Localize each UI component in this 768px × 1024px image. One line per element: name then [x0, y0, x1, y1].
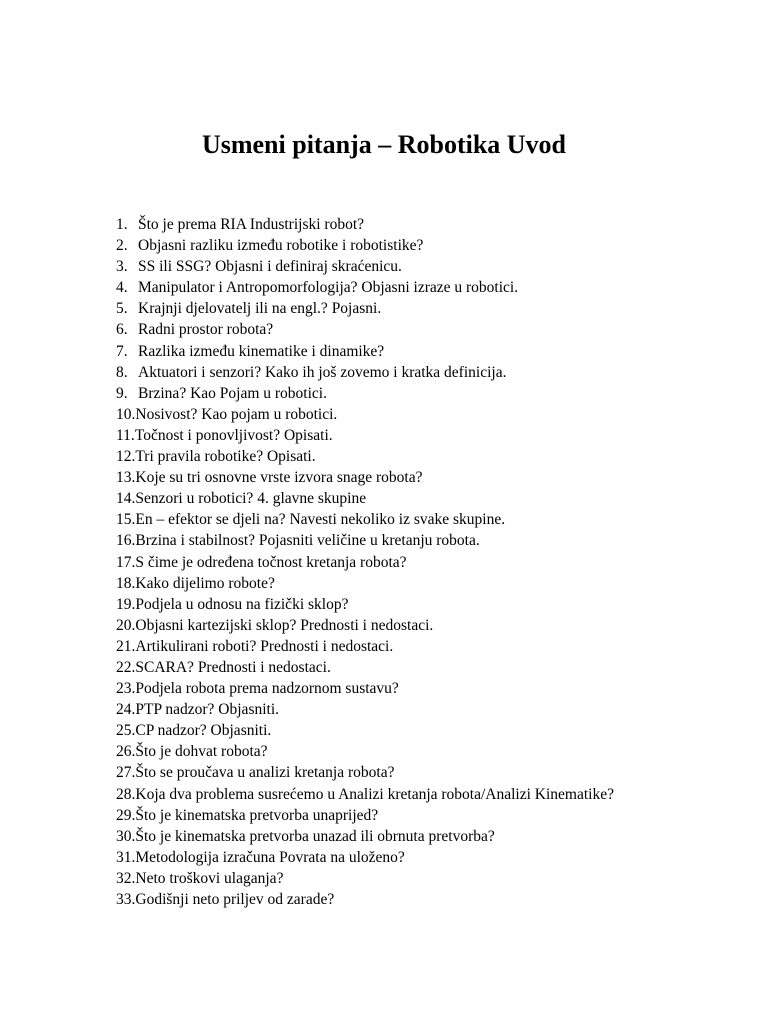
list-item: [116, 741, 636, 762]
list-item: [116, 256, 636, 277]
question-number: 29.: [116, 806, 136, 824]
question-text: Manipulator i Antropomorfologija? Objasni izraze u robotici.: [138, 279, 519, 297]
question-number: 15.: [116, 511, 136, 529]
question-number: 3.: [116, 258, 128, 276]
question-number: 22.: [116, 658, 136, 676]
question-text: PTP nadzor? Objasniti.: [135, 701, 280, 719]
list-item: [116, 404, 636, 425]
question-text: Koje su tri osnovne vrste izvora snage robota?: [135, 469, 423, 487]
list-item: [116, 530, 636, 551]
question-text: S čime je određena točnost kretanja robota?: [135, 553, 407, 571]
question-list: [116, 214, 636, 910]
question-number: 9.: [116, 384, 128, 402]
list-item: [116, 762, 636, 783]
question-number: 21.: [116, 637, 136, 655]
list-item: [116, 298, 636, 319]
question-number: 19.: [116, 595, 136, 613]
list-item: [116, 720, 636, 741]
question-text: Neto troškovi ulaganja?: [135, 869, 284, 887]
list-item: [116, 889, 636, 910]
list-item: [116, 362, 636, 383]
list-item: [116, 341, 636, 362]
list-item: [116, 615, 636, 636]
list-item: [116, 636, 636, 657]
question-number: 16.: [116, 532, 136, 550]
question-text: Što je prema RIA Industrijski robot?: [138, 216, 365, 233]
question-text: Metodologija izračuna Povrata na uloženo?: [135, 848, 405, 866]
question-number: 12.: [116, 448, 136, 466]
question-text: Tri pravila robotike? Opisati.: [135, 448, 316, 466]
list-item: [116, 425, 636, 446]
list-item: [116, 446, 636, 467]
question-number: 26.: [116, 743, 136, 761]
list-item: [116, 678, 636, 699]
question-text: Podjela robota prema nadzornom sustavu?: [135, 680, 399, 698]
question-text: Što je kinematska pretvorba unazad ili obrnuta pretvorba?: [135, 827, 495, 845]
list-item: [116, 847, 636, 868]
question-number: 28.: [116, 785, 136, 803]
question-text: Senzori u robotici? 4. glavne skupine: [135, 490, 367, 508]
list-item: [116, 467, 636, 488]
question-number: 5.: [116, 300, 128, 318]
list-item: [116, 573, 636, 594]
list-item: [116, 826, 636, 847]
question-number: 25.: [116, 722, 136, 740]
list-item: [116, 235, 636, 256]
question-number: 2.: [116, 237, 128, 255]
list-item: [116, 552, 636, 573]
question-number: 8.: [116, 363, 128, 381]
list-item: [116, 805, 636, 826]
list-item: [116, 699, 636, 720]
question-text: Koja dva problema susrećemo u Analizi kretanja robota/Analizi Kinematike?: [135, 785, 614, 803]
question-number: 31.: [116, 848, 136, 866]
question-number: 23.: [116, 680, 136, 698]
question-text: Godišnji neto priljev od zarade?: [135, 891, 335, 908]
question-text: Brzina? Kao Pojam u robotici.: [138, 384, 327, 402]
question-number: 20.: [116, 616, 136, 634]
question-number: 4.: [116, 279, 128, 297]
question-number: 11.: [116, 426, 135, 444]
question-text: Objasni razliku između robotike i robotistike?: [138, 237, 424, 255]
question-text: Podjela u odnosu na fizički sklop?: [135, 595, 349, 613]
list-item: [116, 319, 636, 340]
question-number: 13.: [116, 469, 136, 487]
question-number: 27.: [116, 764, 136, 782]
question-text: SCARA? Prednosti i nedostaci.: [135, 658, 331, 676]
question-number: 17.: [116, 553, 136, 571]
list-item: [116, 214, 636, 235]
question-number: 14.: [116, 490, 136, 508]
question-number: 7.: [116, 342, 128, 360]
list-item: [116, 509, 636, 530]
question-number: 6.: [116, 321, 128, 339]
question-text: Aktuatori i senzori? Kako ih još zovemo i kratka definicija.: [138, 363, 507, 381]
question-number: 1.: [116, 216, 128, 233]
question-text: Što je dohvat robota?: [135, 743, 268, 761]
list-item: [116, 868, 636, 889]
question-text: En – efektor se djeli na? Navesti nekoliko iz svake skupine.: [135, 511, 506, 529]
list-item: [116, 784, 636, 805]
question-text: CP nadzor? Objasniti.: [135, 722, 272, 740]
list-item: [116, 488, 636, 509]
question-text: Kako dijelimo robote?: [135, 574, 275, 592]
question-number: 30.: [116, 827, 136, 845]
list-item: [116, 277, 636, 298]
question-text: Razlika između kinematike i dinamike?: [138, 342, 385, 360]
question-number: 24.: [116, 701, 136, 719]
question-text: Artikulirani roboti? Prednosti i nedostaci.: [135, 637, 394, 655]
question-text: Što se proučava u analizi kretanja robota?: [135, 764, 395, 782]
question-text: Nosivost? Kao pojam u robotici.: [135, 405, 338, 423]
question-text: Objasni kartezijski sklop? Prednosti i nedostaci.: [135, 616, 434, 634]
question-number: 10.: [116, 405, 136, 423]
question-number: 18.: [116, 574, 136, 592]
question-text: Radni prostor robota?: [138, 321, 274, 339]
list-item: [116, 594, 636, 615]
list-item: [116, 657, 636, 678]
question-text: Što je kinematska pretvorba unaprijed?: [135, 806, 379, 824]
question-text: Brzina i stabilnost? Pojasniti veličine u kretanju robota.: [135, 532, 480, 550]
question-text: Točnost i ponovljivost? Opisati.: [134, 426, 333, 444]
list-item: [116, 383, 636, 404]
question-text: Krajnji djelovatelj ili na engl.? Pojasni.: [138, 300, 382, 318]
question-number: 33.: [116, 891, 136, 908]
question-text: SS ili SSG? Objasni i definiraj skraćenicu.: [138, 258, 402, 276]
question-number: 32.: [116, 869, 136, 887]
document-title: Usmeni pitanja – Robotika Uvod: [201, 130, 567, 159]
